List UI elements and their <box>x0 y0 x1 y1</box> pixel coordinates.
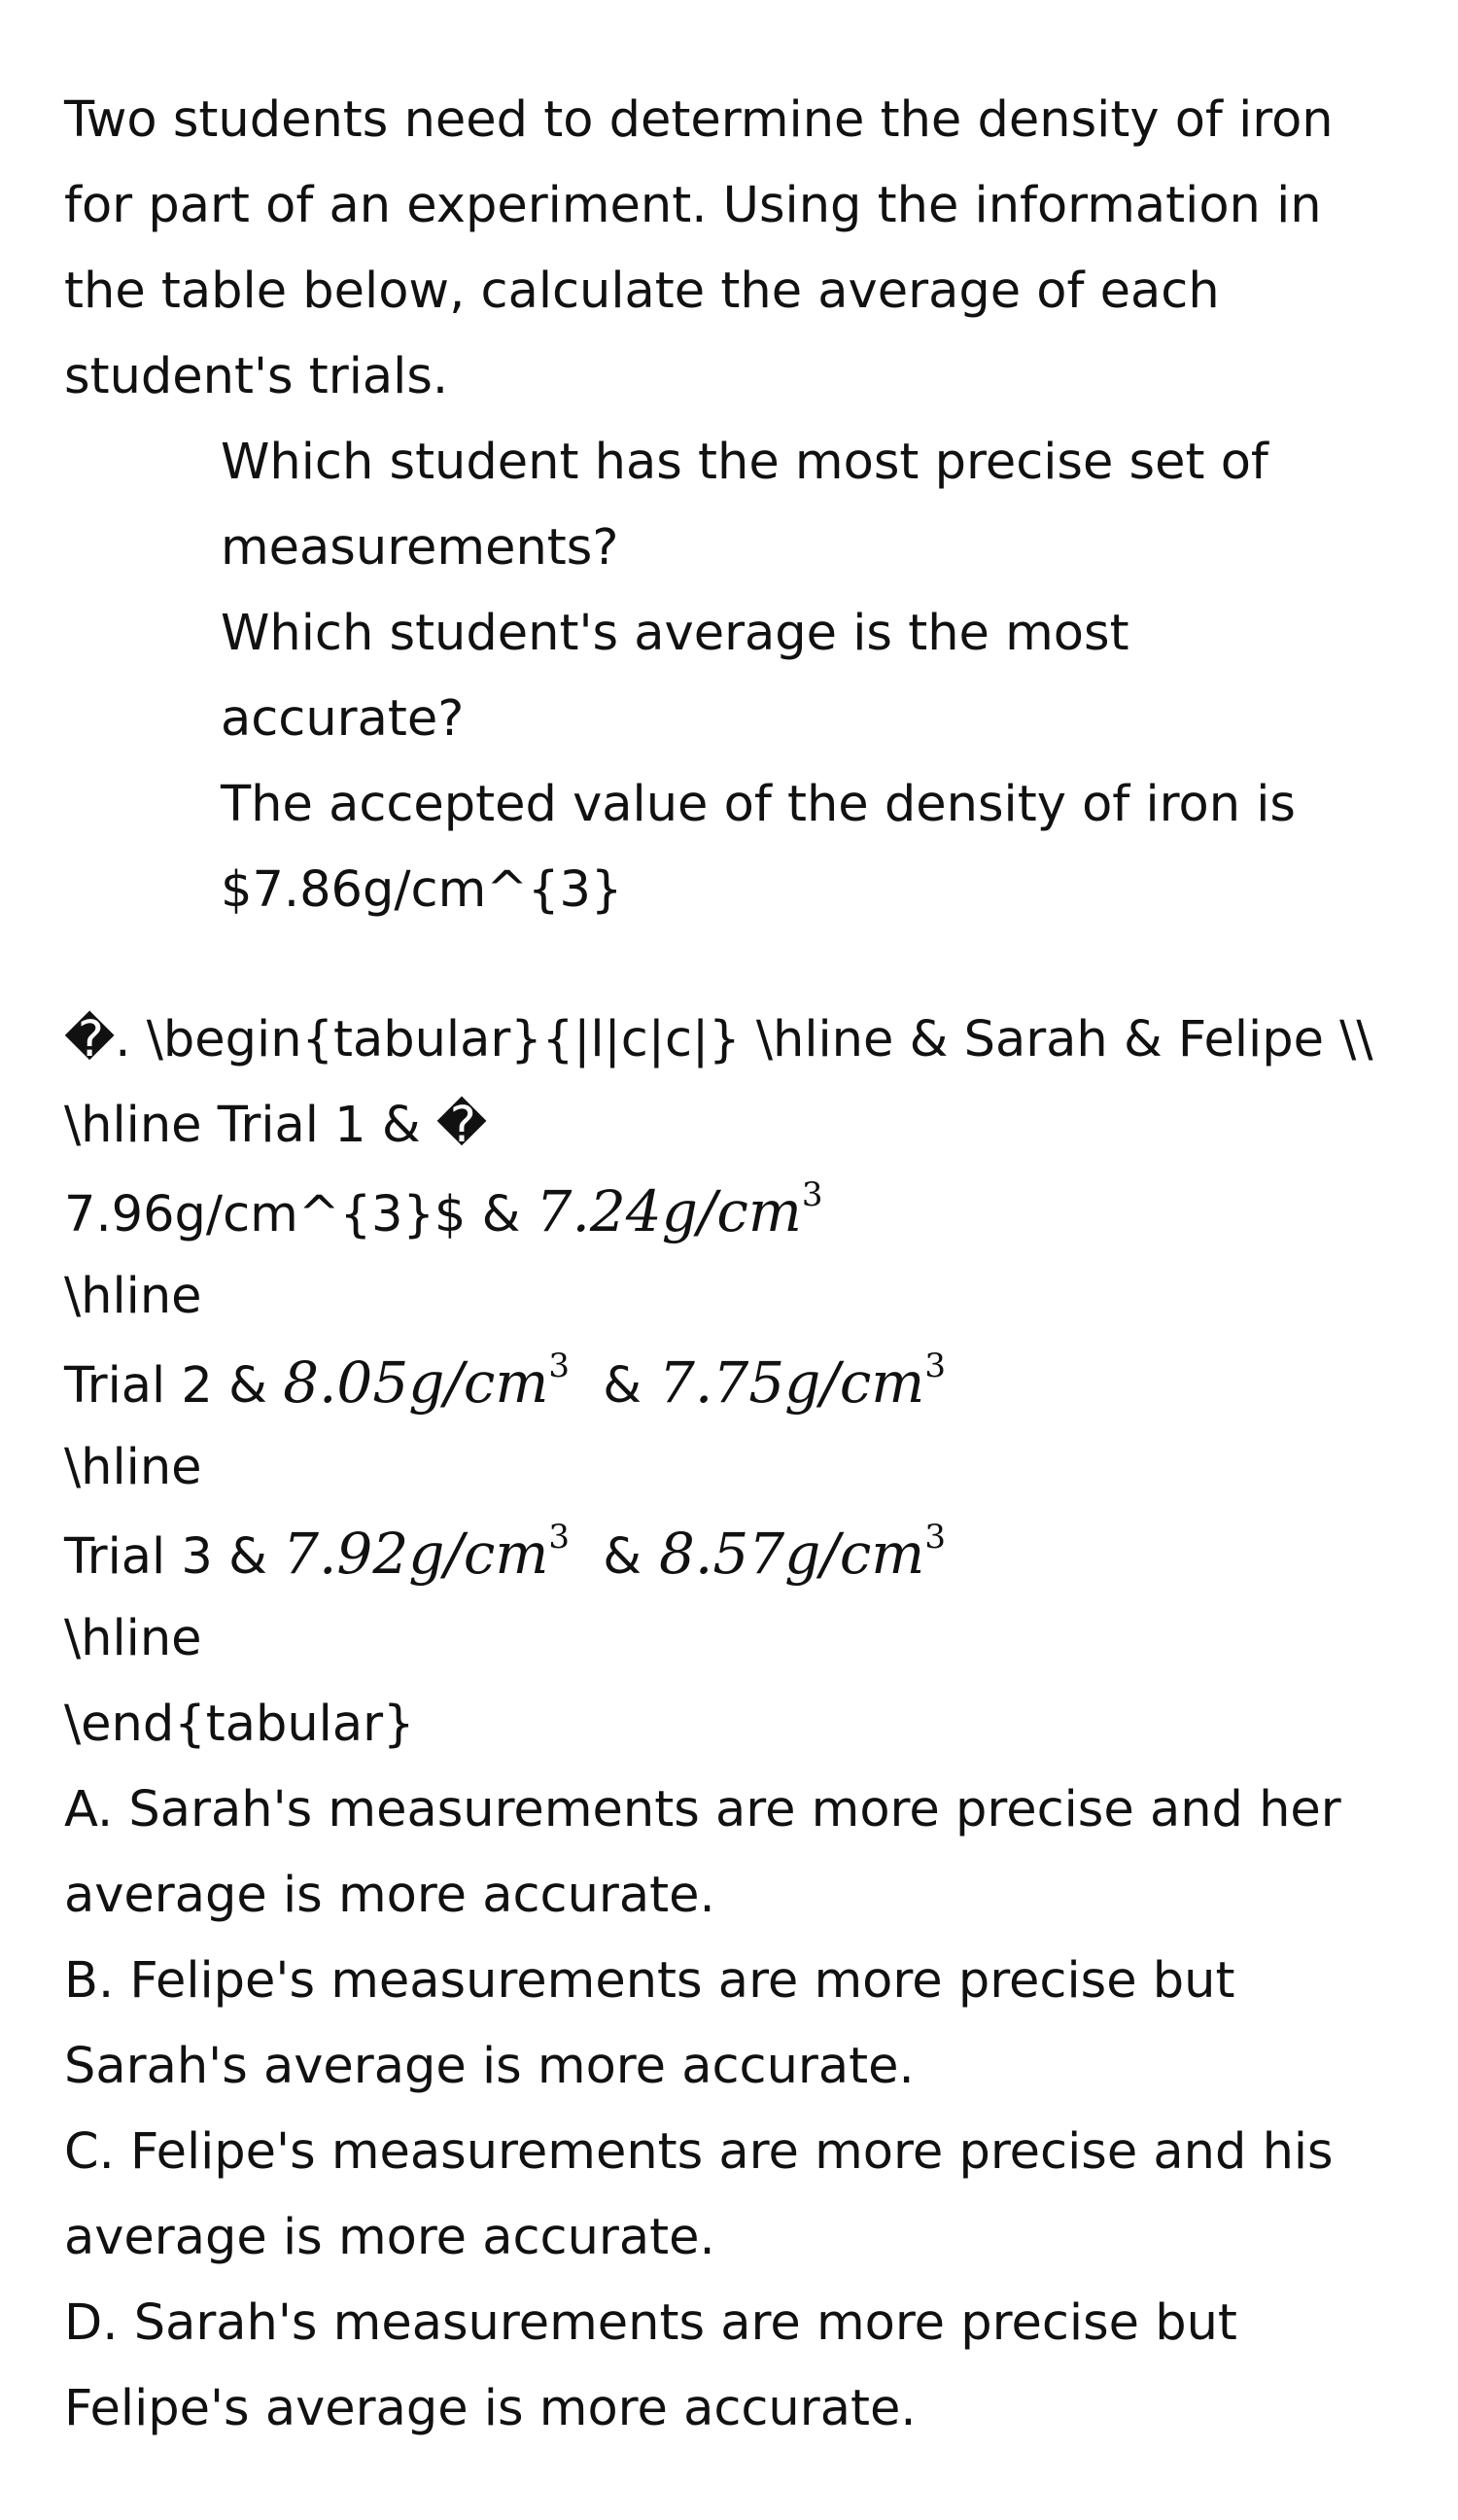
value-unit: g/cm <box>784 1349 925 1416</box>
trial3-sarah-value <box>283 1518 571 1587</box>
option-a-line: average is more accurate. <box>64 1867 715 1924</box>
value-exponent: 3 <box>801 1175 823 1214</box>
value-exponent: 3 <box>924 1518 946 1557</box>
column-separator: & <box>603 1357 642 1415</box>
tabular-trial1-cont-line <box>64 1169 822 1258</box>
option-d-line: D. Sarah's measurements are more precise but <box>64 2294 1237 2352</box>
tabular-trial3-line <box>64 1511 946 1600</box>
value-exponent: 3 <box>548 1518 571 1557</box>
tabular-trial1-line: \hline Trial 1 & � <box>64 1097 488 1154</box>
value-number: 7.24 <box>536 1178 662 1244</box>
sub-question-line: Which student's average is the most <box>221 605 1129 662</box>
trial3-label: Trial 3 & <box>64 1528 267 1586</box>
value-unit: g/cm <box>408 1349 549 1416</box>
value-unit: g/cm <box>408 1521 549 1587</box>
option-b-line: B. Felipe's measurements are more precise but <box>64 1952 1235 2010</box>
intro-line: Two students need to determine the density of iron <box>64 91 1334 149</box>
value-number: 8.05 <box>283 1349 409 1416</box>
option-b-line: Sarah's average is more accurate. <box>64 2038 915 2095</box>
sub-question-line: $7.86g/cm^{3} <box>221 861 623 919</box>
trial3-felipe-value <box>659 1518 946 1587</box>
value-number: 7.75 <box>659 1349 785 1416</box>
value-number: 8.57 <box>659 1521 785 1587</box>
trial1-felipe-value <box>536 1175 823 1244</box>
value-unit: g/cm <box>661 1178 802 1244</box>
option-c-line: average is more accurate. <box>64 2209 715 2266</box>
sub-question-line: accurate? <box>221 690 465 748</box>
tabular-end-line: \end{tabular} <box>64 1696 415 1753</box>
sub-question-line: Which student has the most precise set of <box>221 434 1268 491</box>
trial2-sarah-value <box>283 1349 570 1416</box>
tabular-begin-line: �. \begin{tabular}{|l|c|c|} \hline & Sarah & Felipe \\ <box>64 1011 1373 1068</box>
intro-line: student's trials. <box>64 348 449 405</box>
intro-line: for part of an experiment. Using the information in <box>64 177 1322 234</box>
option-d-line: Felipe's average is more accurate. <box>64 2380 917 2437</box>
hline-text: \hline <box>64 1610 202 1667</box>
trial1-sarah-raw: 7.96g/cm^{3}$ & <box>64 1186 537 1243</box>
hline-text: \hline <box>64 1439 202 1496</box>
value-unit: g/cm <box>784 1521 925 1587</box>
sub-question-line: measurements? <box>221 519 619 577</box>
intro-line: the table below, calculate the average of each <box>64 262 1220 320</box>
option-a-line: A. Sarah's measurements are more precise and her <box>64 1781 1341 1838</box>
trial2-felipe-value <box>659 1349 946 1416</box>
option-c-line: C. Felipe's measurements are more precise and his <box>64 2123 1334 2181</box>
value-number: 7.92 <box>283 1521 409 1587</box>
trial2-label: Trial 2 & <box>64 1357 267 1415</box>
tabular-trial2-line <box>64 1340 946 1429</box>
sub-question-line: The accepted value of the density of iron is <box>221 776 1296 833</box>
value-exponent: 3 <box>924 1347 946 1385</box>
value-exponent: 3 <box>548 1347 571 1385</box>
column-separator: & <box>603 1528 642 1586</box>
hline-text: \hline <box>64 1268 202 1325</box>
